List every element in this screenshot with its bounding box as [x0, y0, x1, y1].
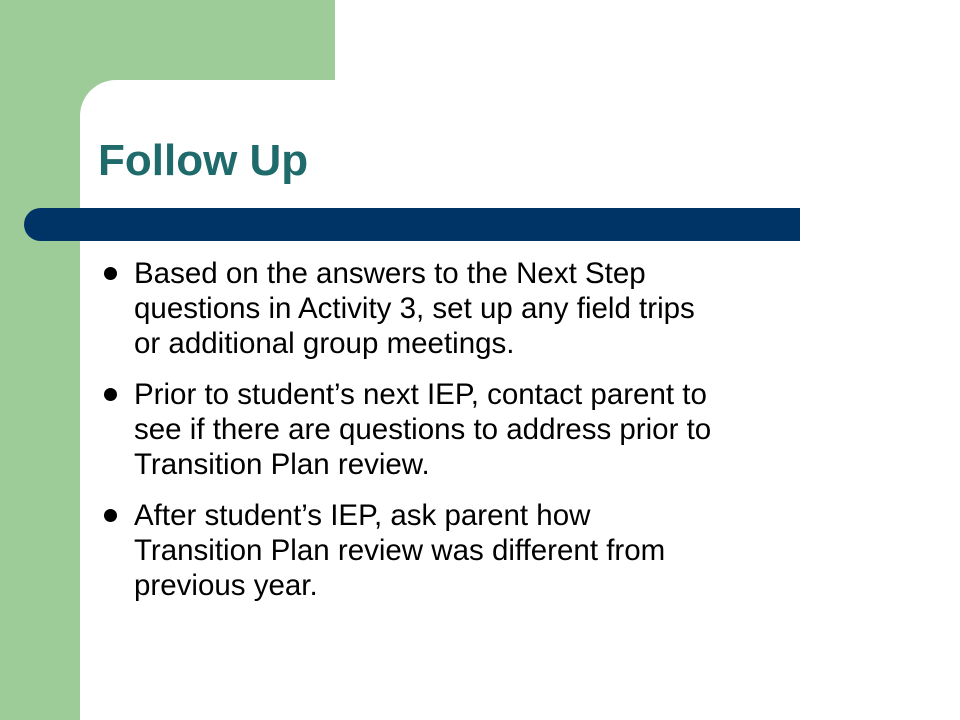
slide-title: Follow Up: [98, 136, 309, 185]
bullet-text: Based on the answers to the Next Step questions in Activity 3, set up any field trips or additional group meetings.: [134, 257, 695, 360]
bullet-item: [100, 498, 890, 603]
bullet-item: [100, 377, 890, 482]
title-underline-bar: [24, 208, 800, 241]
bullet-item: [100, 256, 890, 361]
bullet-text: Prior to student’s next IEP, contact parent to see if there are questions to address prior to Transition Plan review.: [134, 378, 712, 481]
bullet-dot-icon: [104, 509, 117, 522]
bullet-dot-icon: [104, 267, 117, 280]
bullet-dot-icon: [104, 388, 117, 401]
bullet-text: After student’s IEP, ask parent how Transition Plan review was different from previous year.: [134, 499, 666, 602]
bullet-list: [100, 256, 890, 619]
